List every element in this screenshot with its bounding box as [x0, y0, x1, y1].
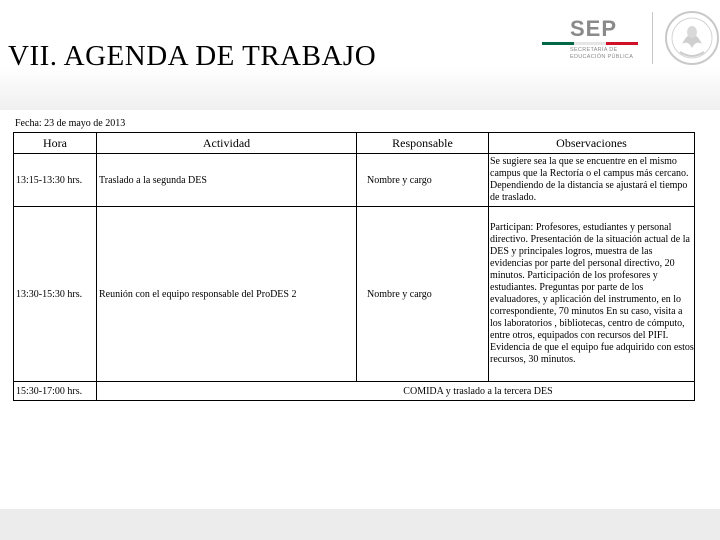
column-header-responsable: Responsable: [357, 133, 489, 154]
hora-cell: 13:30-15:30 hrs.: [14, 207, 97, 382]
table-row: [14, 382, 695, 401]
observaciones-cell: Se sugiere sea la que se encuentre en el mismo campus que la Rectoría o el campus más cercano. Dependiendo de la distancia se ajustará el tiempo de traslado.: [489, 154, 695, 207]
actividad-span-cell: COMIDA y traslado a la tercera DES: [97, 382, 695, 401]
hora-cell: 13:15-13:30 hrs.: [14, 154, 97, 207]
actividad-cell: Traslado a la segunda DES: [97, 154, 357, 207]
actividad-cell: Reunión con el equipo responsable del ProDES 2: [97, 207, 357, 382]
table-header-row: [14, 133, 695, 154]
column-header-hora: Hora: [14, 133, 97, 154]
observaciones-cell: Participan: Profesores, estudiantes y personal directivo. Presentación de la situación actual de la DES y principales logros, muestra de las evidencias por parte del personal directivo, 20 minutos. Participación de los profesores y estudiantes. Preguntas por parte de los evaluadores, y aplicación del instrumento, en lo correspondiente, 70 minutos En su caso, visita a los laboratorios , bibliotecas, centro de cómputo, entre otros, equipados con recursos del PIFI. Evidencia de que el equipo fue adquirido con estos recursos, 30 minutos.: [489, 207, 695, 382]
agenda-table: [13, 132, 695, 401]
column-header-observaciones: Observaciones: [489, 133, 695, 154]
page-title: VII. AGENDA DE TRABAJO: [8, 40, 377, 72]
national-seal-icon: [660, 4, 720, 72]
table-row: [14, 154, 695, 207]
date-label: Fecha: 23 de mayo de 2013: [15, 118, 126, 129]
column-header-actividad: Actividad: [97, 133, 357, 154]
sep-logo: [540, 16, 640, 64]
flag-stripe: [542, 42, 638, 45]
sep-logo-text: SEP: [570, 16, 618, 41]
responsable-cell: Nombre y cargo: [357, 154, 489, 207]
hora-cell: 15:30-17:00 hrs.: [14, 382, 97, 401]
responsable-cell: Nombre y cargo: [357, 207, 489, 382]
sep-logo-subtitle: SECRETARÍA DE EDUCACIÓN PÚBLICA: [570, 47, 634, 60]
footer-band: [0, 509, 720, 540]
slide-header: [0, 0, 720, 110]
header-divider: [652, 12, 653, 64]
table-row: [14, 207, 695, 382]
